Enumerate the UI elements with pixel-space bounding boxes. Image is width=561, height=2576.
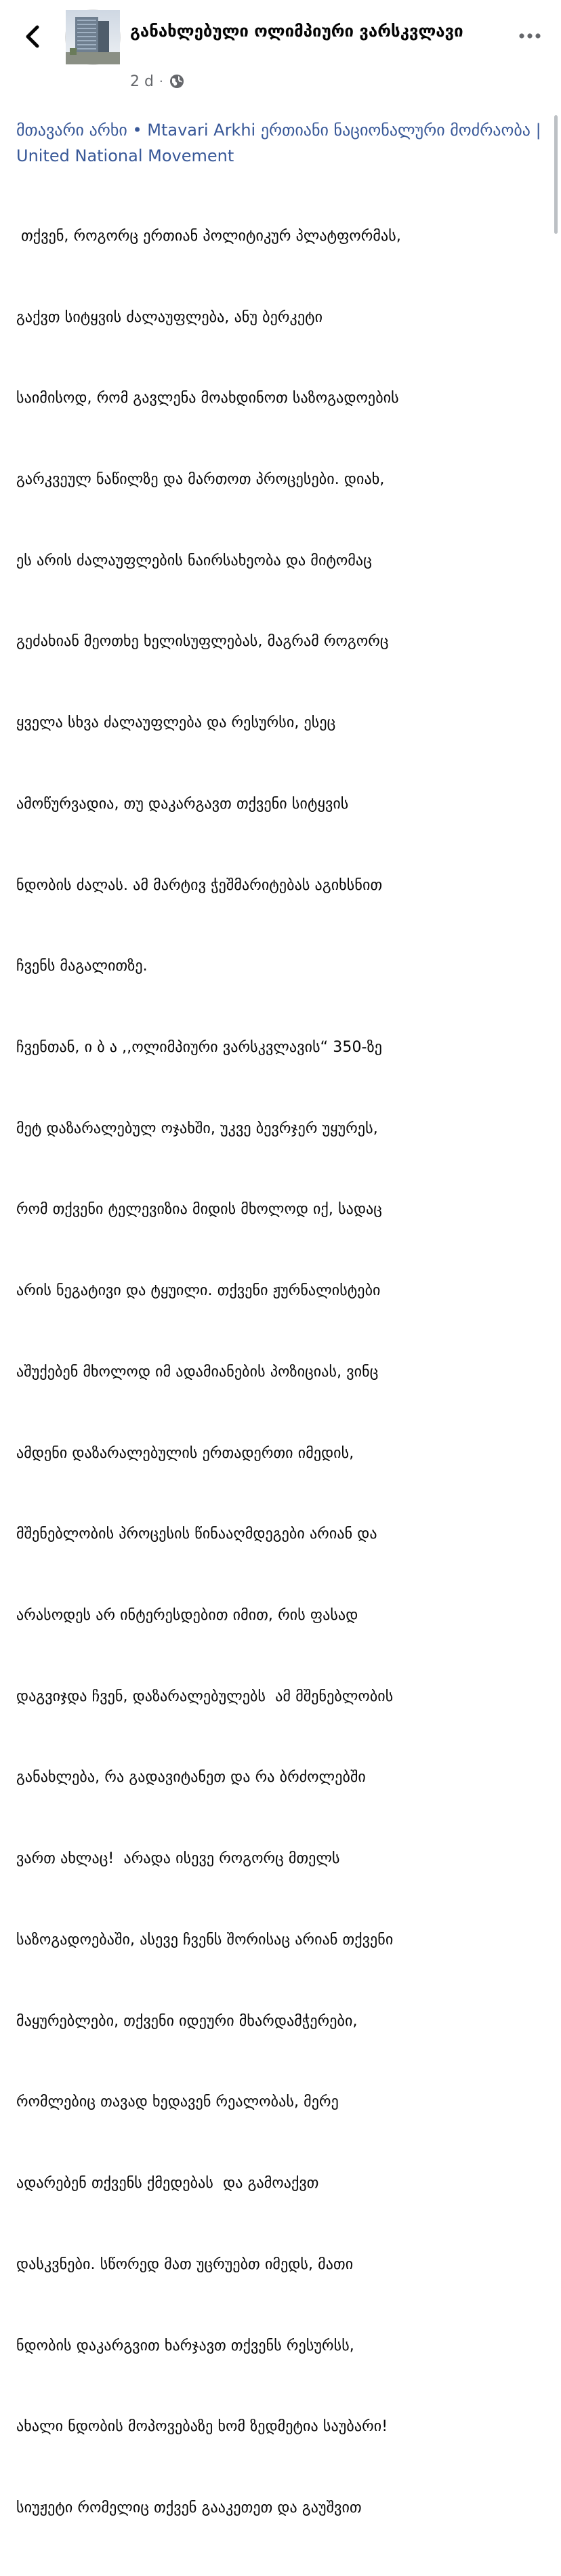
post-line: გეძახიან მეოთხე ხელისუფლებას, მაგრამ როგორც [16,633,389,651]
post-line: ადარებენ თქვენს ქმედებას და გამოაქვთ [16,2175,319,2192]
globe-icon [169,73,185,89]
post-line: საიმისოდ, რომ გავლენა მოახდინოთ საზოგადოების [16,390,399,407]
post-line: ვართ ახლაც! არადა ისევე როგორც მთელს [16,1850,340,1868]
post-line: ნდობის ძალას. ამ მარტივ ჭეშმარიტებას აგიხსნით [16,876,383,894]
post-time[interactable]: 2 d [130,73,154,90]
post-line: საზოგადოებაში, ასევე ჩვენს შორისაც არიან თქვენი [16,1931,394,1948]
post-header [0,0,561,102]
post-meta [130,70,185,92]
post-line: მაყურებლები, თქვენი იდეური მხარდამჭერები, [16,2012,358,2030]
chevron-left-icon [20,23,47,50]
post-line: დასკვნები. სწორედ მათ უცრუებთ იმედს, მათი [16,2255,354,2273]
post-line: ნდობის დაკარგვით ხარჯავთ თქვენს რესურსს, [16,2337,354,2354]
post-body [16,169,550,2576]
scrollbar-thumb[interactable] [554,115,558,234]
post-line: რომლებიც თავად ხედავენ რეალობას, მერე [16,2093,339,2111]
page-name[interactable]: განახლებული ოლიმპიური ვარსკვლავი [130,22,463,41]
post-line: ამოწურვადია, თუ დაკარგავთ თქვენი სიტყვის [16,795,349,813]
back-button[interactable] [20,23,47,50]
meta-separator: · [159,74,163,89]
post-line: აშუქებენ მხოლოდ იმ ადამიანების პოზიციას, ვინც [16,1363,379,1381]
post-line: არასოდეს არ ინტერესდებით იმით, რის ფასად [16,1607,358,1624]
post-line: დაგვიჯდა ჩვენ, დაზარალებულებს ამ მშენებლობის [16,1688,394,1705]
post-line: ყველა სხვა ძალაუფლება და რესურსი, ესეც [16,714,336,732]
post-line: ჩვენს მაგალითზე. [16,958,148,975]
more-options-button[interactable] [516,26,543,46]
more-horizontal-icon [516,26,543,46]
post-line: მშენებლობის პროცესის წინააღმდეგები არიან და [16,1526,377,1543]
page-avatar[interactable] [65,9,121,65]
post-line: მეტ დაზარალებულ ოჯახში, უკვე ბევრჯერ უყურეს, [16,1120,378,1137]
post-line: რომ თქვენი ტელევიზია მიდის მხოლოდ იქ, სადაც [16,1201,382,1219]
post-line: თქვენ, როგორც ერთიან პოლიტიკურ პლატფორმას, [16,227,401,245]
post-line: გარკვეულ ნაწილზე და მართოთ პროცესები. დიახ, [16,470,385,488]
post-line: ამდენი დაზარალებულის ერთადერთი იმედის, [16,1444,354,1462]
shared-from-link[interactable]: მთავარი არხი • Mtavari Arkhi ერთიანი ნაციონალური მოძრაობა | United National Movement [16,121,541,165]
post-line: არის ნეგატივი და ტყუილი. თქვენი ჟურნალისტები [16,1282,381,1300]
post-content [16,117,550,2576]
post-line: გაქვთ სიტყვის ძალაუფლება, ანუ ბერკეტი [16,308,323,326]
post-line: ახალი ნდობის მოპოვებაზე ხომ ზედმეტია საუბარი! [16,2418,388,2436]
post-line: სიუჟეტი რომელიც თქვენ გააკეთეთ და გაუშვით [16,2499,362,2516]
post-line: განახლება, რა გადავიტანეთ და რა ბრძოლებში [16,1769,366,1786]
post-line: ჩვენთან, ი ბ ა ,,ოლიმპიური ვარსკვლავის“ 350-ზე [16,1039,382,1056]
post-line: ეს არის ძალაუფლების ნაირსახეობა და მიტომაც [16,552,372,569]
building-image [66,10,120,64]
